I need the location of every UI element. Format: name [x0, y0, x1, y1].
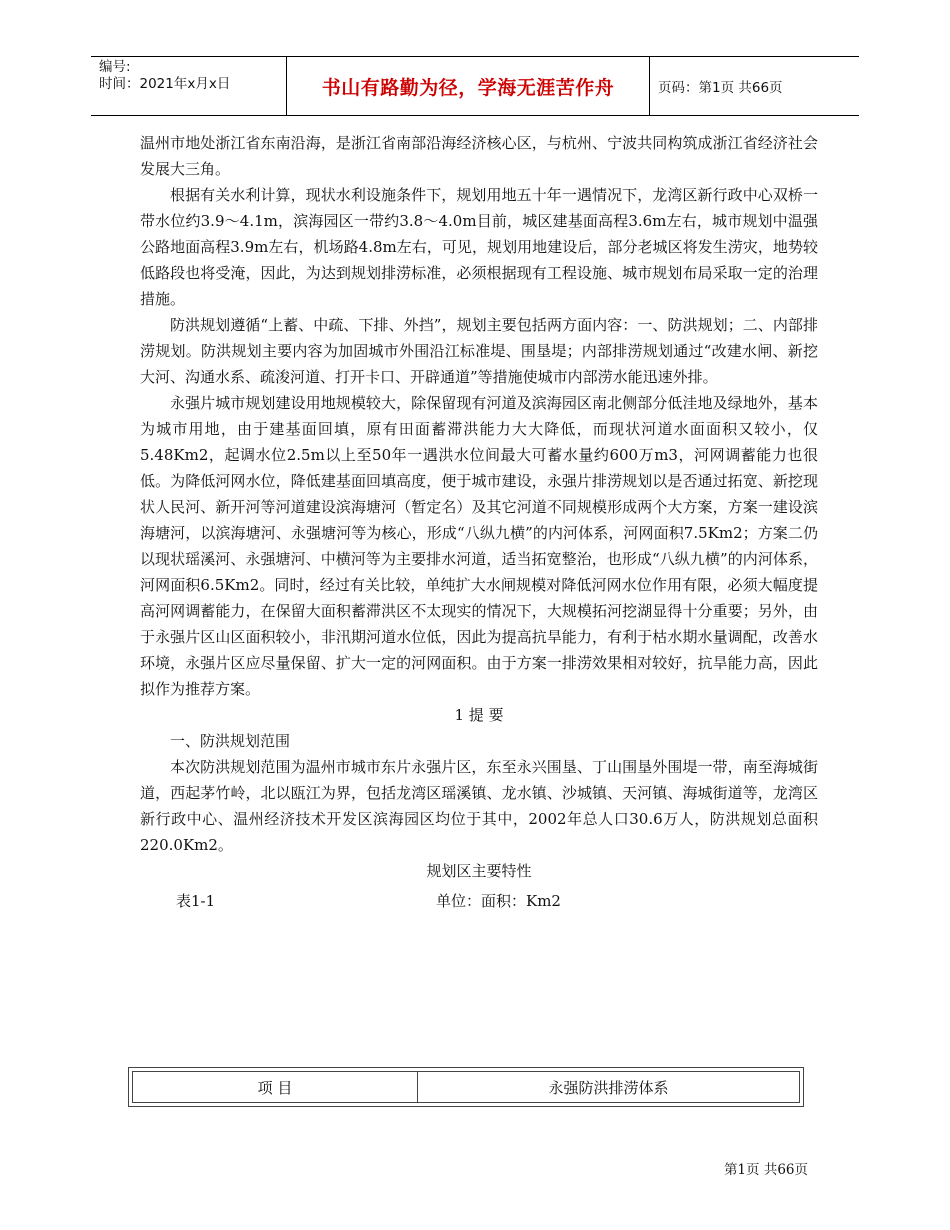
header-slogan: 书山有路勤为径，学海无涯苦作舟	[286, 57, 650, 115]
table-meta	[140, 888, 818, 914]
page-header	[91, 56, 859, 116]
table-unit: 单位：面积：Km2	[436, 892, 561, 910]
paragraph: 本次防洪规划范围为温州市城市东片永强片区，东至永兴围垦、丁山围垦外围堤一带，南至海城街道，西起茅竹岭，北以瓯江为界，包括龙湾区瑶溪镇、龙水镇、沙城镇、天河镇、海城街道等，龙湾区新行政中心、温州经济技术开发区滨海园区均位于其中，2002年总人口30.6万人，防洪规划总面积220.0Km2。	[140, 758, 818, 854]
page-footer: 第1页 共66页	[723, 1162, 808, 1178]
number-label: 编号:	[99, 59, 131, 75]
table-header-system: 永强防洪排涝体系	[548, 1078, 669, 1097]
section-heading: 1 提 要	[454, 706, 504, 724]
characteristics-table	[128, 1067, 804, 1107]
table-title: 规划区主要特性	[426, 862, 532, 880]
document-body	[140, 130, 818, 914]
table-header-item: 项 目	[133, 1072, 418, 1102]
section-subheading: 一、防洪规划范围	[170, 732, 291, 750]
paragraph: 温州市地处浙江省东南沿海，是浙江省南部沿海经济核心区，与杭州、宁波共同构筑成浙江省经济社会发展大三角。	[140, 134, 818, 178]
paragraph: 根据有关水利计算，现状水利设施条件下，规划用地五十年一遇情况下，龙湾区新行政中心双桥一带水位约3.9～4.1m，滨海园区一带约3.8～4.0m目前，城区建基面高程3.6m左右，城市规划中温强公路地面高程3.9m左右，机场路4.8m左右，可见，规划用地建设后，部分老城区将发生涝灾，地势较低路段也将受淹，因此，为达到规划排涝标准，必须根据现有工程设施、城市规划布局采取一定的治理措施。	[140, 186, 818, 308]
table-header-row	[132, 1071, 800, 1103]
table-number: 表1-1	[176, 892, 216, 910]
header-page-label: 页码：第1页 共66页	[658, 80, 783, 96]
time-label: 时间：2021年x月x日	[99, 76, 231, 92]
header-meta	[99, 59, 279, 93]
paragraph: 防洪规划遵循“上蓄、中疏、下排、外挡”，规划主要包括两方面内容：一、防洪规划；二、内部排涝规划。防洪规划主要内容为加固城市外围沿江标准堤、围垦堤；内部排涝规划通过“改建水闸、新挖大河、沟通水系、疏浚河道、打开卡口、开辟通道”等措施使城市内部涝水能迅速外排。	[140, 316, 818, 386]
paragraph: 永强片城市规划建设用地规模较大，除保留现有河道及滨海园区南北侧部分低洼地及绿地外，基本为城市用地，由于建基面回填，原有田面蓄滞洪能力大大降低，而现状河道水面面积又较小，仅5.48Km2，起调水位2.5m以上至50年一遇洪水位间最大可蓄水量约600万m3，河网调蓄能力也很低。为降低河网水位，降低建基面回填高度，便于城市建设，永强片排涝规划以是否通过拓宽、新挖现状人民河、新开河等河道建设滨海塘河（暂定名）及其它河道不同规模形成两个大方案，方案一建设滨海塘河，以滨海塘河、永强塘河等为核心，形成“八纵九横”的内河体系，河网面积7.5Km2；方案二仍以现状瑶溪河、永强塘河、中横河等为主要排水河道，适当拓宽整治，也形成“八纵九横”的内河体系，河网面积6.5Km2。同时，经过有关比较，单纯扩大水闸规模对降低河网水位作用有限，必须大幅度提高河网调蓄能力，在保留大面积蓄滞洪区不太现实的情况下，大规模拓河挖湖显得十分重要；另外，由于永强片区山区面积较小，非汛期河道水位低，因此为提高抗旱能力，有利于枯水期水量调配，改善水环境，永强片区应尽量保留、扩大一定的河网面积。由于方案一排涝效果相对较好，抗旱能力高，因此拟作为推荐方案。	[140, 394, 818, 698]
